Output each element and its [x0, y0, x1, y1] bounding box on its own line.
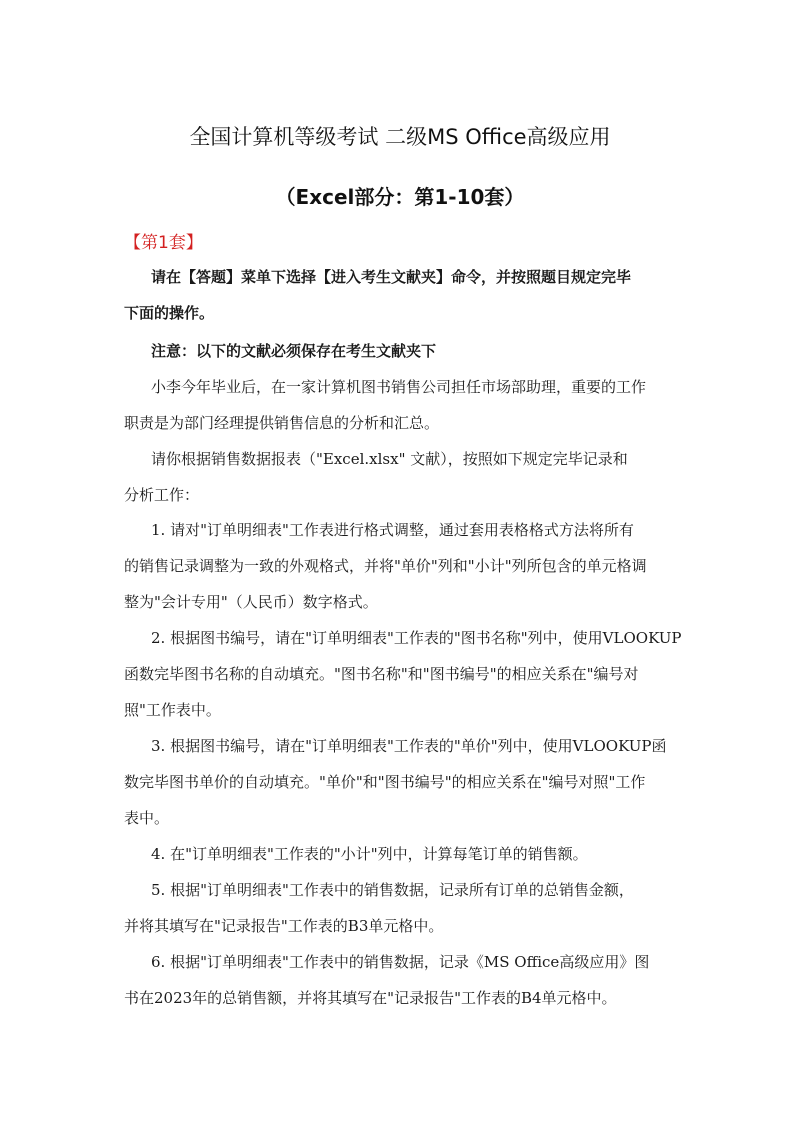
instruction-line-1: 请在【答题】菜单下选择【进入考生文献夹】命令，并按照题目规定完毕 — [151, 268, 632, 286]
item-5-line-1: 5. 根据"订单明细表"工作表中的销售数据，记录所有订单的总销售金额， — [151, 881, 634, 899]
instruction-line-2: 下面的操作。 — [124, 304, 215, 322]
item-3-line-3: 表中。 — [124, 809, 170, 827]
item-3-line-2: 数完毕图书单价的自动填充。"单价"和"图书编号"的相应关系在"编号对照"工作 — [124, 773, 646, 791]
item-2-line-3: 照"工作表中。 — [124, 701, 221, 719]
item-6-line-1: 6. 根据"订单明细表"工作表中的销售数据，记录《MS Office高级应用》图 — [151, 953, 650, 971]
request-line-1: 请你根据销售数据报表（"Excel.xlsx" 文献），按照如下规定完毕记录和 — [151, 450, 628, 468]
intro-line-2: 职责是为部门经理提供销售信息的分析和汇总。 — [124, 414, 440, 432]
item-5-line-2: 并将其填写在"记录报告"工作表的B3单元格中。 — [124, 917, 444, 935]
item-2-line-2: 函数完毕图书名称的自动填充。"图书名称"和"图书编号"的相应关系在"编号对 — [124, 665, 639, 683]
item-6-line-2: 书在2023年的总销售额，并将其填写在"记录报告"工作表的B4单元格中。 — [124, 989, 617, 1007]
item-1-line-2: 的销售记录调整为一致的外观格式，并将"单价"列和"小计"列所包含的单元格调 — [124, 557, 647, 575]
document-subtitle: （Excel部分：第1-10套） — [275, 185, 525, 209]
document-title: 全国计算机等级考试 二级MS Office高级应用 — [189, 125, 611, 149]
request-line-2: 分析工作： — [124, 486, 200, 504]
item-3-line-1: 3. 根据图书编号，请在"订单明细表"工作表的"单价"列中，使用VLOOKUP函 — [151, 737, 667, 755]
intro-line-1: 小李今年毕业后，在一家计算机图书销售公司担任市场部助理，重要的工作 — [151, 378, 647, 396]
notice-text: 注意：以下的文献必须保存在考生文献夹下 — [151, 342, 437, 360]
item-1-line-3: 整为"会计专用"（人民币）数字格式。 — [124, 593, 378, 611]
set-label: 【第1套】 — [124, 233, 203, 253]
item-2-line-1: 2. 根据图书编号，请在"订单明细表"工作表的"图书名称"列中，使用VLOOKUP — [151, 629, 682, 647]
item-4-line-1: 4. 在"订单明细表"工作表的"小计"列中，计算每笔订单的销售额。 — [151, 845, 588, 863]
item-1-line-1: 1. 请对"订单明细表"工作表进行格式调整，通过套用表格格式方法将所有 — [151, 521, 634, 539]
